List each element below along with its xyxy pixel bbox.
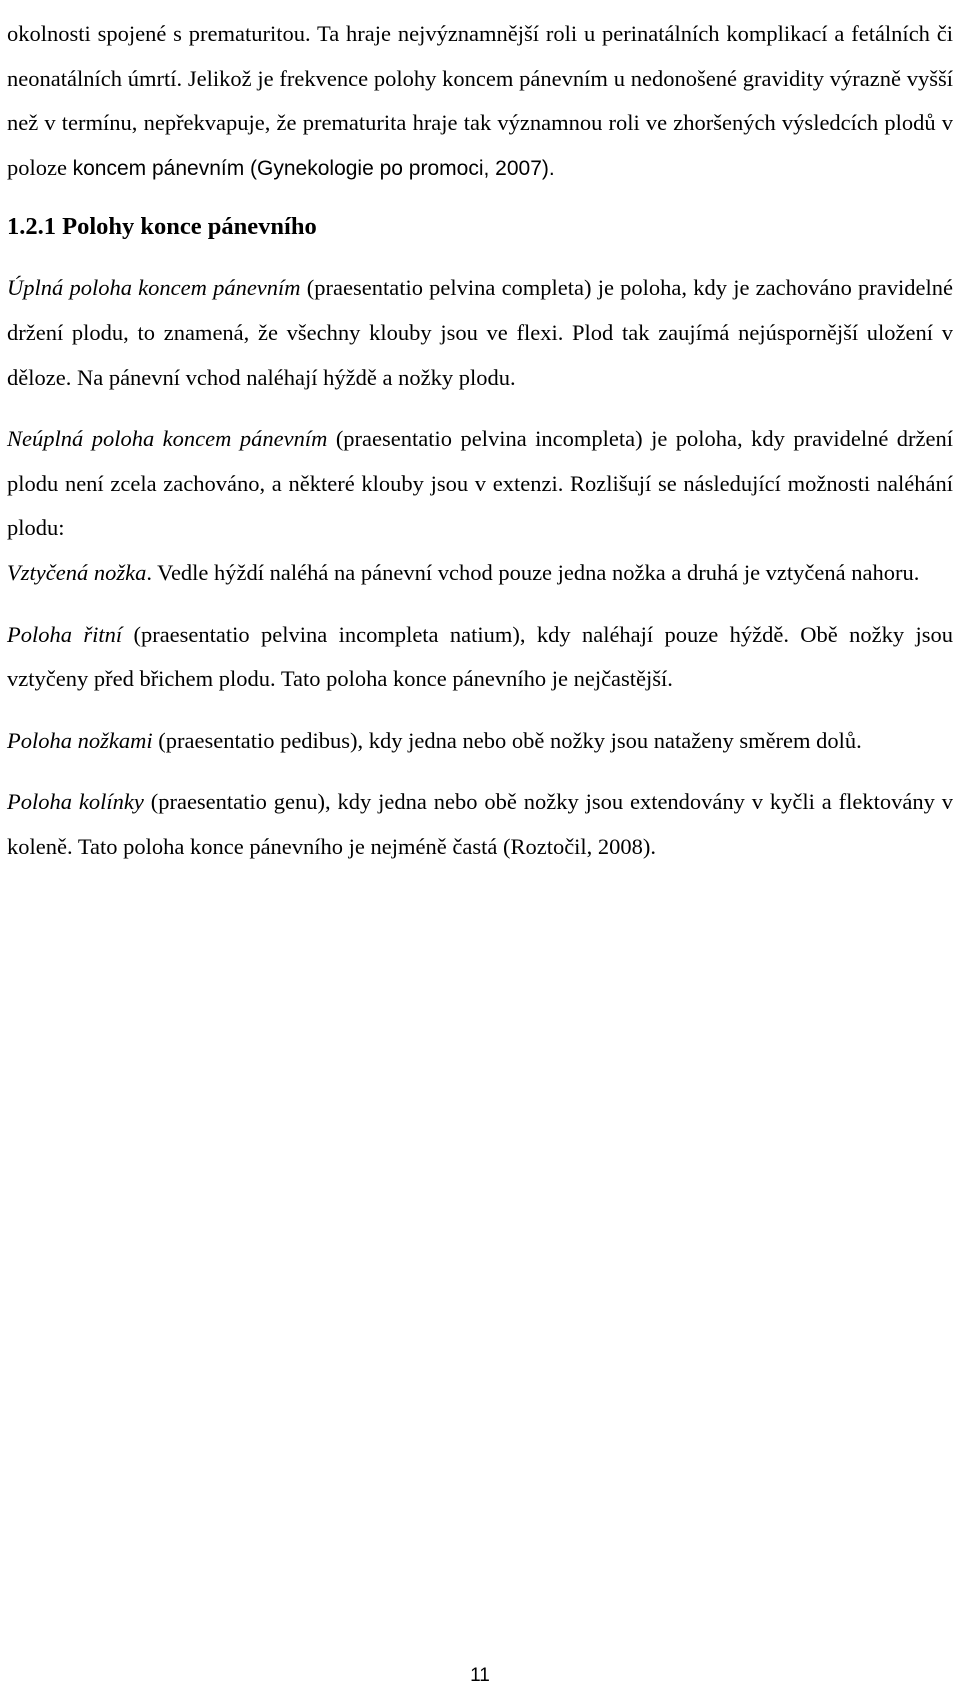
section-heading: 1.2.1 Polohy konce pánevního: [7, 213, 317, 241]
text-incomplete-breech: (praesentatio pelvina incompleta) je poloha, kdy pravidelné držení plodu není zcela zachováno, a některé klouby jsou v extenzi. Rozlišují se následující možnosti naléhání plodu:: [7, 426, 953, 541]
paragraph-kneeling-breech: [7, 780, 953, 869]
paragraph-complete-breech: [7, 266, 953, 400]
intro-citation: koncem pánevním (Gynekologie po promoci, 2007).: [72, 156, 555, 180]
intro-paragraph: [7, 12, 953, 191]
text-kneeling-breech: (praesentatio genu), kdy jedna nebo obě nožky jsou extendovány v kyčli a flektovány v koleně. Tato poloha konce pánevního je nejméně častá (Roztočil, 2008).: [7, 789, 953, 859]
term-incomplete-breech: Neúplná poloha koncem pánevním: [7, 426, 328, 452]
term-frank-breech: Poloha řitní: [7, 621, 123, 647]
paragraph-frank-breech: [7, 613, 953, 702]
term-complete-breech: Úplná poloha koncem pánevním: [7, 275, 301, 301]
term-raised-leg: Vztyčená nožka: [7, 559, 147, 585]
intro-text: okolnosti spojené s prematuritou. Ta hraje nejvýznamnější roli u perinatálních komplikací a fetálních či neonatálních úmrtí. Jelikož je frekvence polohy koncem pánevním u nedonošené gravidity výrazně vyšší než v termínu, nepřekvapuje, že prematurita hraje tak významnou roli ve zhoršených výsledcích plodů v poloze: [7, 21, 953, 180]
text-complete-breech: (praesentatio pelvina completa) je poloha, kdy je zachováno pravidelné držení plodu, to znamená, že všechny klouby jsou ve flexi. Plod tak zaujímá nejúspornější uložení v děloze. Na pánevní vchod naléhají hýždě a nožky plodu.: [7, 275, 953, 390]
paragraph-incomplete-breech: [7, 417, 953, 551]
page-number: 11: [470, 1665, 490, 1686]
term-footling-breech: Poloha nožkami: [7, 727, 153, 753]
term-kneeling-breech: Poloha kolínky: [7, 789, 144, 815]
paragraph-raised-leg: [7, 551, 953, 596]
text-frank-breech: (praesentatio pelvina incompleta natium), kdy naléhají pouze hýždě. Obě nožky jsou vztyčeny před břichem plodu. Tato poloha konce pánevního je nejčastější.: [7, 621, 953, 692]
text-footling-breech: (praesentatio pedibus), kdy jedna nebo obě nožky jsou nataženy směrem dolů.: [152, 727, 862, 753]
document-page: [7, 12, 953, 870]
paragraph-footling-breech: [7, 719, 953, 764]
text-raised-leg: . Vedle hýždí naléhá na pánevní vchod pouze jedna nožka a druhá je vztyčená nahoru.: [146, 559, 920, 585]
